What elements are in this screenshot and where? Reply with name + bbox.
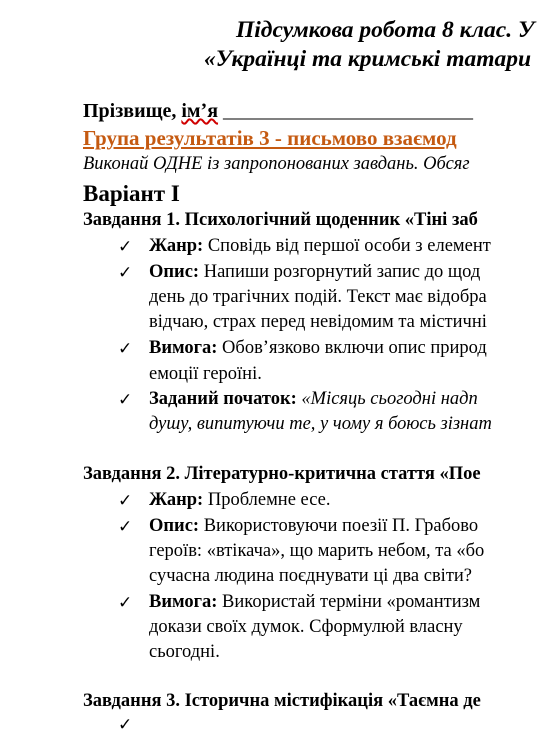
task2-title: Завдання 2. Літературно-критична стаття «Пое	[83, 464, 481, 484]
task1-desc	[149, 263, 480, 282]
title-line-1: Підсумкова робота 8 клас. У	[236, 17, 535, 43]
task1-desc-label: Опис:	[149, 262, 200, 282]
task2-desc-text: Використовуючи поезії П. Грабово	[199, 516, 479, 536]
check-icon: ✓	[118, 491, 133, 510]
check-icon: ✓	[118, 339, 133, 358]
title-line-2: «Українці та кримські татари	[204, 46, 532, 72]
name-field-line: _________________________	[223, 100, 474, 122]
task1-genre	[149, 237, 491, 256]
task1-start-line2	[149, 415, 492, 434]
task2-req	[149, 593, 480, 612]
task1-start-label: Заданий початок:	[149, 389, 297, 409]
task1-desc-text: Напиши розгорнутий запис до щод	[199, 262, 481, 282]
task2-req-label: Вимога:	[149, 592, 218, 612]
check-icon: ✓	[118, 390, 133, 409]
task2-desc-line2: героїв: «втікача», що марить небом, та «бо	[149, 541, 485, 561]
task2-desc	[149, 517, 478, 536]
task3-title: Завдання 3. Історична містифікація «Таємна де	[83, 691, 481, 711]
instruction-text: Виконай ОДНЕ із запропонованих завдань. Обсяг	[83, 154, 470, 174]
task1-desc-line2: день до трагічних подій. Текст має відобра	[149, 287, 487, 307]
task1-start	[149, 390, 478, 409]
name-field-label-word: імʼя	[181, 100, 219, 122]
task1-genre-label: Жанр:	[149, 236, 204, 256]
task2-desc-label: Опис:	[149, 516, 200, 536]
task2-genre-text: Проблемне есе.	[203, 490, 331, 510]
task1-req-line2: емоції героїні.	[149, 364, 262, 384]
task2-req-line3: сьогодні.	[149, 642, 220, 662]
task2-genre	[149, 491, 330, 510]
task1-title: Завдання 1. Психологічний щоденник «Тіні заб	[83, 210, 478, 230]
check-icon: ✓	[118, 237, 133, 256]
task2-genre-label: Жанр:	[149, 490, 204, 510]
check-icon: ✓	[118, 593, 133, 612]
task2-req-text: Використай терміни «романтизм	[217, 592, 481, 612]
check-icon: ✓	[118, 715, 133, 734]
results-group-heading: Група результатів 3 - письмово взаємод	[83, 126, 457, 150]
task1-desc-line3: відчаю, страх перед невідомим та містичні	[149, 312, 487, 332]
task2-req-line2: докази своїх думок. Сформулюй власну	[149, 617, 463, 637]
check-icon: ✓	[118, 263, 133, 282]
task1-req	[149, 339, 487, 358]
task2-desc-line3: сучасна людина поєднувати ці два світи?	[149, 566, 473, 586]
task1-req-text: Обовʼязково включи опис природ	[217, 338, 487, 358]
task1-genre-text: Сповідь від першої особи з елемент	[203, 236, 491, 256]
variant-heading: Варіант І	[83, 181, 180, 206]
name-field-label: Прізвище,	[83, 100, 182, 122]
task1-start-text: «Місяць сьогодні надп	[296, 389, 478, 409]
name-field-row	[83, 101, 473, 121]
task1-req-label: Вимога:	[149, 338, 218, 358]
task1-start-line2-text: душу, випитуючи те, у чому я боюсь зізнат	[149, 414, 492, 434]
check-icon: ✓	[118, 517, 133, 536]
